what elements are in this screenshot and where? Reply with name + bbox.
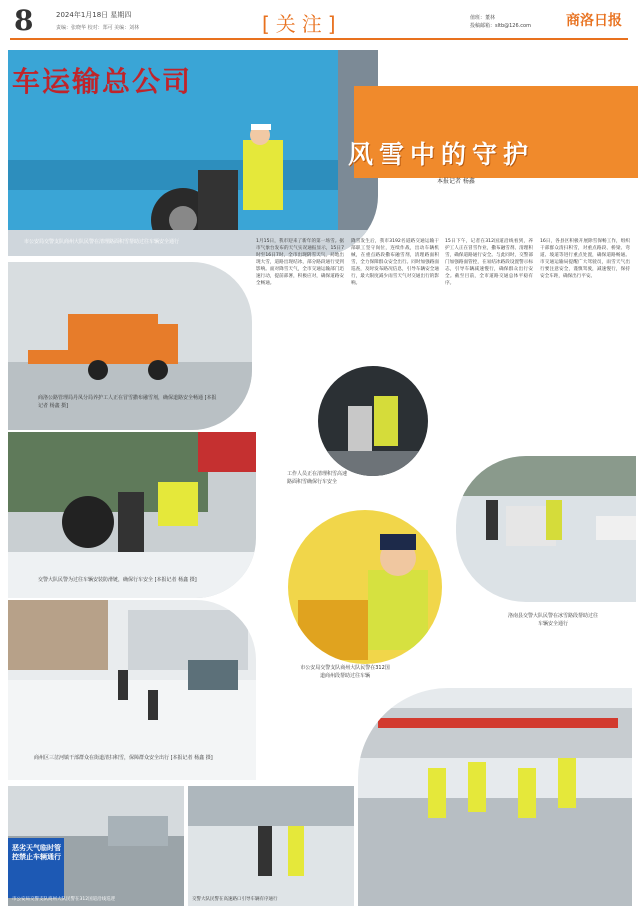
caption-night: 工作人员正在清理积雪高速路面积雪确保行车安全 [287,471,348,485]
editors-line: 责编：张晓华 校对：郑可 美编：刘林 [56,25,140,31]
caption-snowplow: 商洛公路管理局丹凤分局养护工人正在冒雪撒布融雪剂，确保道路安全畅通 [本报记者 杨鑫 摄] [38,395,217,409]
photo-chains-truck [8,432,256,598]
caption-bus: 市公安局交警支队商州大队民警在清理路面积雪帮助过往车辆安全通行 [24,239,180,245]
caption-car-help: 市公安局交警支队商州大队民警在312国道商州段帮助过往车辆 [300,665,390,679]
article-title: 风雪中的守护 [348,140,535,169]
contact-line-2: 投稿邮箱：sltb@126.com [470,23,531,29]
caption-patrol: 市公安局交警支队商州大队民警在312国道沿线巡逻 [12,897,116,902]
caption-highway: 交警大队民警在高速路口引导车辆有序通行 [192,897,278,902]
photo-car-push [456,456,636,602]
issue-date: 2024年1月18日 星期四 [56,11,132,19]
caption-village: 商州区三岔河镇干部群众在街道清扫积雪，保障群众安全出行 [本报记者 杨鑫 摄] [34,755,213,761]
newspaper-logo: 商洛日报 [566,13,622,29]
contact-info [470,14,531,30]
bus-sign-text: 车运输总公司 [12,65,193,98]
photo-car-help [288,510,442,664]
article-col-3: 15日下午，记者在312国道沿线看到，养护工人正在冒雪作业，撒布融雪剂、清理积雪，确保道路通行安全。与此同时，交警部门加强路面管控，在易结冰路段设置警示标志，引导车辆减速慢行，确保群众出行安全。截至目前，全市道路交通总体平稳有序。 [445,239,533,286]
photo-bus-chains [8,50,378,256]
photo-snowplow [8,262,252,430]
article-col-2: 降雪发生后，我市3192名道路交通运输干部职工坚守岗位，连续作战，出动车辆机械，在重点路段撒布融雪剂，清理路面积雪，全力保障群众安全出行。同时加强路面巡查，及时发布路况信息，引导车辆安全通行，最大限度减少雨雪天气对交通出行的影响。 [351,239,439,286]
contact-line-1: 值班：董林 [470,15,496,21]
photo-road-sign [8,786,184,906]
caption-chains: 交警大队民警为过往车辆安装防滑链，确保行车安全 [本报记者 杨鑫 摄] [38,577,197,583]
photo-toll-sweep [358,688,632,906]
photo-village-sweep [8,600,256,780]
road-sign-text: 恶劣天气临时管控禁止车辆通行 [12,844,61,861]
section-title: [关注] [262,12,342,36]
article-col-4: 16日，各县区积极开展除雪保畅工作，组织干部群众清扫积雪，对重点路段、桥梁、弯道、坡道等进行重点处置，确保道路畅通。市交通运输局提醒广大驾驶员，雨雪天气出行要注意安全，谨慎驾驶，减速慢行，保持安全车距，确保出行平安。 [540,239,630,279]
photo-night-clear [318,366,428,476]
article-col-1: 1月15日，我市迎来了新年的第一场雪。据市气象台发布的天气实况通报显示，15日7时至16日7时，全市出现阴雪天气，局地出现大雪，道路出现结冰，部分路段通行受到影响。面对降雪天气，全市交通运输部门迅速行动，提前部署，积极应对，确保道路安全畅通。 [256,239,344,286]
photo-highway-guide [188,786,354,906]
header-rule [10,38,628,40]
page-number: 8 [14,4,34,37]
caption-luonan: 洛南县交警大队民警在冰雪路段帮助过往车辆安全通行 [508,613,599,627]
article-byline: 本报记者 杨鑫 [437,178,475,185]
